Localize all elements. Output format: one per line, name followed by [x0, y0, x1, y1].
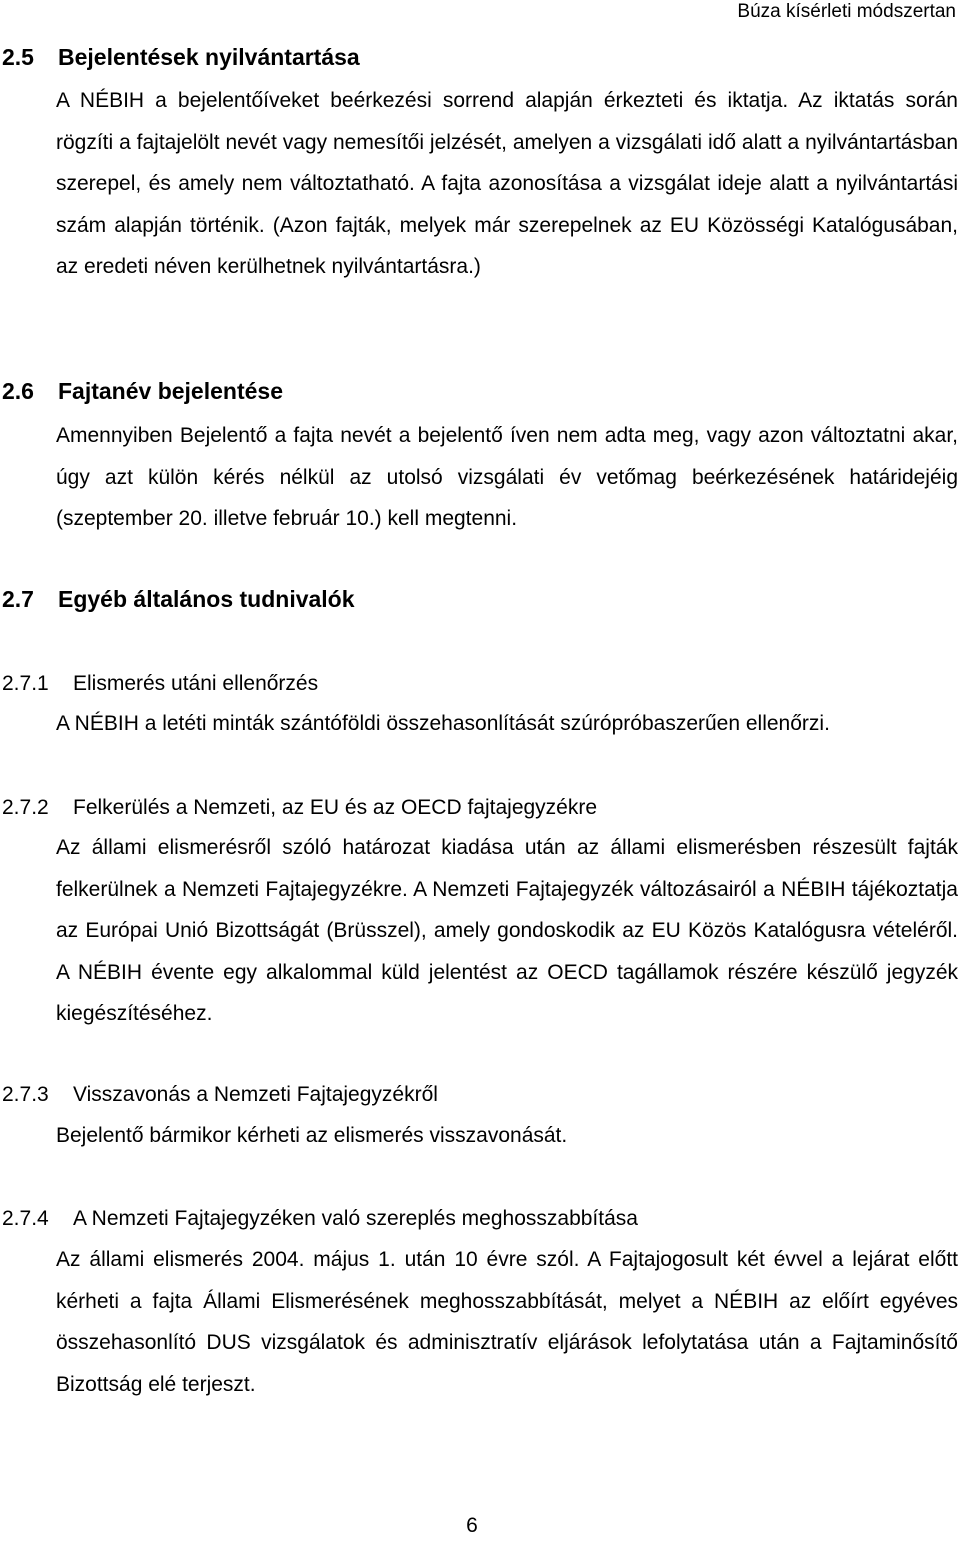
section-number: 2.6 [2, 378, 34, 404]
subsection-number: 2.7.2 [2, 796, 49, 819]
subsection-title: A Nemzeti Fajtajegyzéken való szereplés meghosszabbítása [73, 1207, 638, 1230]
section-number: 2.5 [2, 44, 34, 70]
section-title: Bejelentések nyilvántartása [58, 44, 360, 70]
subsection-title: Visszavonás a Nemzeti Fajtajegyzékről [73, 1083, 438, 1106]
subsection-body-2-7-3: Bejelentő bármikor kérheti az elismerés visszavonását. [56, 1124, 568, 1147]
subsection-number: 2.7.3 [2, 1083, 49, 1106]
section-heading-2-5 [2, 42, 360, 72]
subsection-heading-2-7-2 [2, 794, 597, 822]
subsection-heading-2-7-4 [2, 1205, 638, 1233]
subsection-body-2-7-1: A NÉBIH a letéti minták szántóföldi összehasonlítását szúrópróbaszerűen ellenőrzi. [56, 712, 830, 735]
subsection-number: 2.7.4 [2, 1207, 49, 1230]
subsection-heading-2-7-3 [2, 1081, 438, 1109]
page-number: 6 [466, 1514, 478, 1537]
section-body-2-6: Amennyiben Bejelentő a fajta nevét a bejelentő íven nem adta meg, vagy azon változtatni akar, úgy azt külön kérés nélkül az utolsó vizsgálati év vetőmag beérkezésének határidejéig (szeptember 20. illetve február 10.) kell megtenni. [56, 424, 958, 530]
subsection-title: Elismerés utáni ellenőrzés [73, 672, 319, 695]
subsection-title: Felkerülés a Nemzeti, az EU és az OECD fajtajegyzékre [73, 796, 598, 819]
section-body-2-5: A NÉBIH a bejelentőíveket beérkezési sorrend alapján érkezteti és iktatja. Az iktatás során rögzíti a fajtajelölt nevét vagy nemesítői jelzését, amelyen a vizsgálati idő alatt a nyilvántartásban szerepel, és amely nem változtatható. A fajta azonosítása a vizsgálat ideje alatt a nyilvántartási szám alapján történik. (Azon fajták, melyek már szerepelnek az EU Közösségi Katalógusában, az eredeti néven kerülhetnek nyilvántartásra.) [56, 89, 958, 278]
section-title: Fajtanév bejelentése [58, 378, 283, 404]
section-heading-2-6 [2, 376, 283, 406]
subsection-body-2-7-2: Az állami elismerésről szóló határozat kiadása után az állami elismerésben részesült fajták felkerülnek a Nemzeti Fajtajegyzékre. A Nemzeti Fajtajegyzék változásairól a NÉBIH tájékoztatja az Európai Unió Bizottságát (Brüsszel), amely gondoskodik az EU Közös Katalógusra vételéről. A NÉBIH évente egy alkalommal küld jelentést az OECD tagállamok részére készülő jegyzék kiegészítéséhez. [56, 836, 958, 1025]
running-header: Búza kísérleti módszertan [737, 1, 956, 22]
section-number: 2.7 [2, 586, 34, 612]
subsection-body-2-7-4: Az állami elismerés 2004. május 1. után 10 évre szól. A Fajtajogosult két évvel a lejárat előtt kérheti a fajta Állami Elismerésének meghosszabbítását, melyet a NÉBIH az előírt egyéves összehasonlító DUS vizsgálatok és adminisztratív eljárások lefolytatása után a Fajtaminősítő Bizottság elé terjeszt. [56, 1248, 958, 1396]
section-title: Egyéb általános tudnivalók [58, 586, 355, 612]
subsection-heading-2-7-1 [2, 670, 318, 698]
subsection-number: 2.7.1 [2, 672, 49, 695]
section-heading-2-7 [2, 584, 355, 614]
